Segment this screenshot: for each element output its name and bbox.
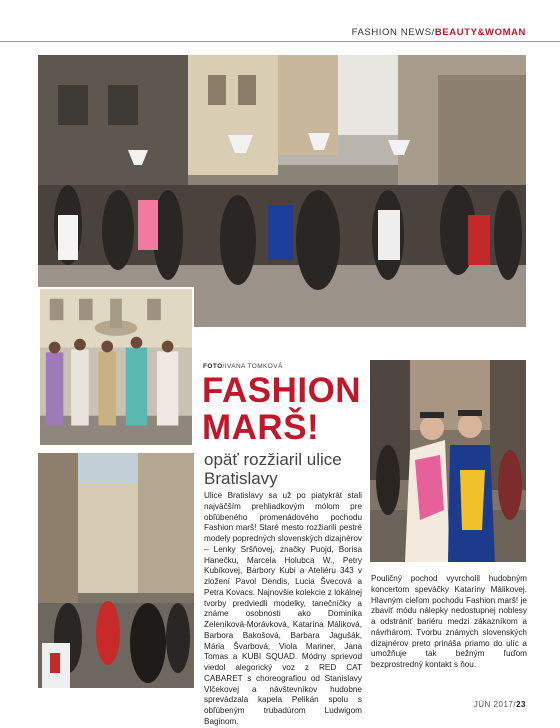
header-separator: / (431, 27, 435, 38)
article-subhead: opäť rozžiaril ulice Bratislavy (204, 450, 342, 488)
footer-separator: / (513, 700, 517, 709)
designers-portrait-photo (370, 360, 526, 562)
photo-credit (203, 363, 283, 370)
page-number: 23 (516, 700, 526, 709)
header-divider (0, 41, 560, 42)
models-fountain-photo (38, 287, 194, 447)
header-brand: BEAUTY&WOMAN (434, 27, 526, 38)
credit-label: FOTO (203, 363, 223, 370)
credit-separator: / (222, 363, 225, 370)
magazine-header (352, 27, 526, 38)
street-parade-photo (38, 453, 194, 688)
footer-issue: JÚN 2017 (473, 700, 514, 709)
headline-line-1: FASHION (202, 371, 362, 410)
header-section: FASHION NEWS (351, 27, 432, 38)
credit-name: IVANA TOMKOVÁ (224, 363, 283, 370)
headline-line-2: MARŠ! (202, 408, 320, 447)
page-footer (474, 700, 526, 709)
article-body-left-column: Ulice Bratislavy sa už po piatykrát stali najväčším prehliadkovým mólom pre obľúbeného promenádového pochodu Fashion marš! Staré mesto rozžiarili pestré modely popredných slovenských dizajnérov – Lenky Sršňovej, značky Puojd, Borisa Hanečku, Marcela Holubca W., Petry Kubíkovej, Barbory Kubi a Ateliéru 343 v zložení Pavol Dendis, Lucia Švecová a Petra Kovacs. Najnovšie kolekcie z lokálnej tvorby predviedli modelky, tanečníčky a známe osobnosti ako Dominika Zeleníková-Morávková, Katarína Máliková, Barbora Bakošová, Barbara Jagušák, Mária Švarbová, Viola Mariner, Jana Tomas a KUBI SQUAD. Módny sprievod viedol alegorický voz z RED CAT CABARET s choreografiou od Stanislavy Vlčekovej a návštevníkov hudobne sprevádzala kapela Pelikán spolu s obľúbeným trubadúrom Ludwigom Baginom. (204, 491, 362, 726)
article-headline (202, 372, 361, 446)
article-body-right-column: Pouličný pochod vyvrcholil hudobným koncertom speváčky Kataríny Málikovej. Hlavným cieľom pochodu Fashion marš! je zbaviť módu nálepky nedostupnej noblesy a odstrániť bariéru medzi zákazníkom a návrhárom. Tvorbu známych slovenských dizajnérov preto prináša priamo do ulíc a umožňuje tak bežným ľuďom bezprostredný kontakt s ňou. (371, 574, 527, 669)
